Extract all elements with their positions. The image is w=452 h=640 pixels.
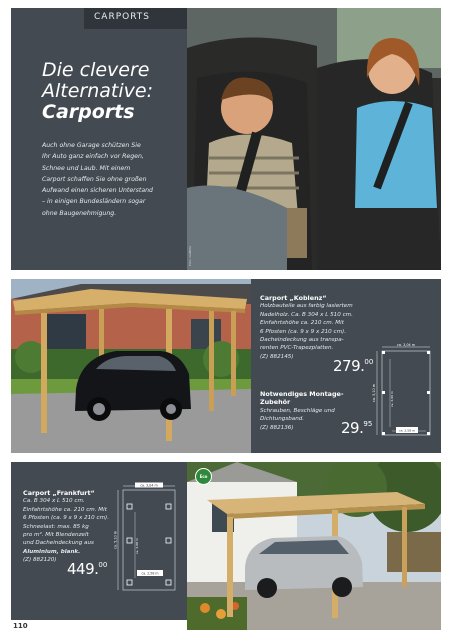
description-line: 6 Pfosten (ca. 9 x 9 x 210 cm). [23, 515, 110, 522]
description-line: Nadelholz. Ca. B 304 x L 510 cm. [260, 311, 353, 318]
description-line: Einfahrtshöhe ca. 210 cm. Mit [260, 320, 344, 327]
intro-line: Auch ohne Garage schützen Sie [42, 142, 141, 149]
price-main: 279. [333, 357, 365, 375]
price-cents: 00 [98, 561, 108, 569]
intro-panel [11, 8, 187, 270]
plan-inner-label: ca. 4,08 m [135, 538, 139, 554]
plan-width-label: ca. 3,04 m [396, 343, 416, 347]
koblenz-floor-plan [368, 341, 438, 437]
description-line: Holzbauteile aus farbig lasiertem [260, 303, 353, 310]
koblenz-info-panel [251, 279, 441, 453]
frankfurt-floor-plan [111, 482, 183, 594]
headline-line-1: Die clevere [42, 59, 150, 81]
section-tab-label: CARPORTS [94, 12, 151, 22]
description-line: und Dacheindeckung aus [23, 540, 94, 547]
intro-line: ohne Baugenehmigung. [42, 209, 117, 217]
page-number-label: 110 [13, 622, 28, 630]
description-line: renten PVC-Trapezplatten. [260, 345, 334, 352]
description-line: Aluminium, blank. [23, 548, 81, 555]
price-main: 449. [67, 560, 99, 578]
description-line: 6 Pfosten (ca. 9 x 9 x 210 cm). [260, 328, 347, 335]
eco-badge-label: Eco [199, 474, 208, 479]
plan-length-label: ca. 5,10 m [372, 383, 376, 403]
article-number: (Z) 882136) [260, 424, 294, 431]
description-line: Schrauben, Beschläge und [260, 407, 335, 414]
headline-line-2: Alternative: [42, 80, 153, 102]
intro-line: – in einigen Bundesländern sogar [42, 198, 146, 206]
plan-post-label: ca. 2,58 m [141, 571, 159, 576]
price-cents: 00 [364, 358, 374, 366]
headline-line-3: Carports [42, 101, 135, 123]
product-title: Carport „Koblenz“ [260, 294, 327, 302]
intro-line: Aufwand einen sicheren Unterstand [42, 187, 153, 195]
plan-width-label: ca. 3,04 m [140, 483, 158, 488]
frankfurt-info-panel [11, 462, 187, 620]
plan-post-label: ca. 2,58 m [399, 428, 415, 433]
plan-inner-label: ca. 4,00 m [390, 391, 394, 407]
frankfurt-description [23, 489, 123, 565]
carport-koblenz-photo [11, 279, 251, 453]
intro-line: Schnee und Laub. Mit einem [42, 164, 131, 172]
page-headline [42, 60, 192, 123]
product-title: Carport „Frankfurt“ [23, 489, 95, 497]
page-number [11, 620, 39, 632]
description-line: Ca. B 304 x L 510 cm. [23, 498, 85, 505]
price-main: 29. [341, 419, 364, 437]
description-line: Dacheindeckung aus transpa- [260, 337, 344, 344]
photo-credit: Foto: GAMMA [188, 245, 192, 266]
koblenz-description [260, 294, 370, 361]
intro-line: Carport schaffen Sie ohne großen [42, 175, 147, 183]
section-tab [84, 8, 187, 29]
description-line: Einfahrtshöhe ca. 210 cm. Mit [23, 506, 107, 513]
article-number: (Z) 882120) [23, 557, 57, 564]
product-title: Notwendiges Montage-Zubehör [260, 390, 344, 407]
price-cents: 95 [363, 420, 373, 428]
eco-badge [195, 468, 212, 485]
description-line: Schneelast: max. 85 kg [23, 523, 89, 530]
intro-line: Ihr Auto ganz einfach vor Regen, [42, 153, 144, 161]
carport-frankfurt-photo [187, 462, 441, 630]
article-number: (Z) 882145) [260, 353, 294, 360]
frankfurt-price [67, 560, 107, 578]
description-line: Dichtungsband. [260, 416, 305, 423]
plan-length-label: ca. 5,10 m [113, 530, 118, 550]
description-line: pro m². Mit Blendenzelt [23, 532, 89, 539]
children-in-car-photo [187, 8, 441, 270]
intro-text [42, 140, 170, 219]
